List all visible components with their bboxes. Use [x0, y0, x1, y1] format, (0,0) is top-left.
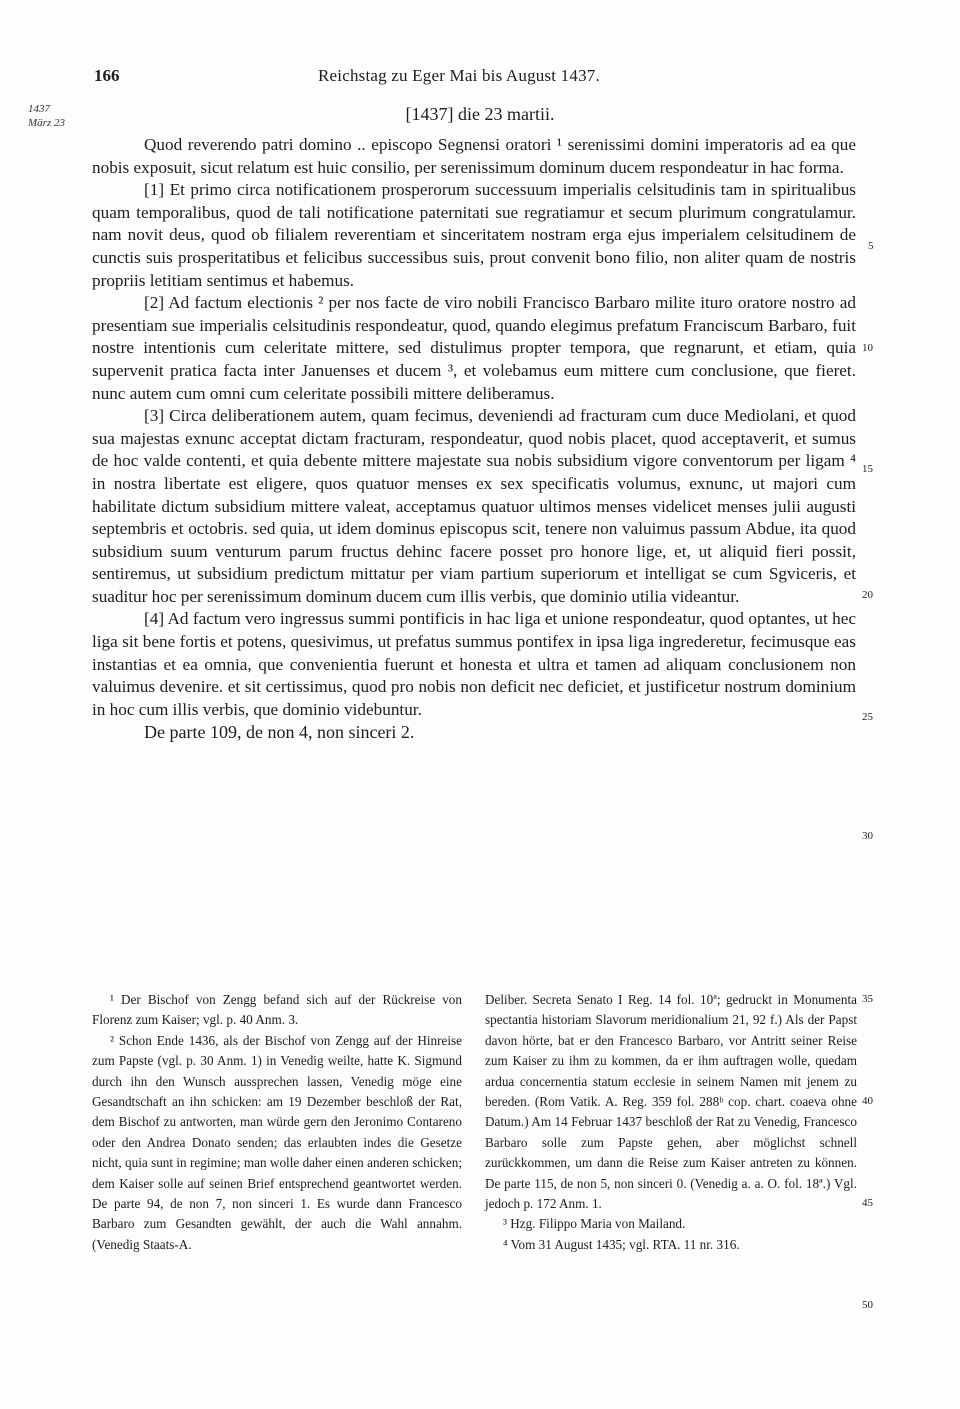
footnote-4: ⁴ Vom 31 August 1435; vgl. RTA. 11 nr. 316. — [503, 1236, 740, 1252]
line-number: 45 — [862, 1197, 873, 1209]
vote-tally: De parte 109, de non 4, non sinceri 2. — [144, 722, 415, 743]
footnotes-right-column — [485, 990, 857, 1255]
page-header — [90, 66, 870, 90]
main-text — [92, 134, 856, 744]
margin-date: März 23 — [28, 117, 65, 129]
footnote-2: ² Schon Ende 1436, als der Bischof von Zengg auf der Hinreise zum Papste (vgl. p. 30 Anm. 1) in Venedig weilte, hatte K. Sigmund durch ihn den Wunsch aussprechen lassen, Venedig möge eine Gesandtschaft an ihn schicken: am 19 Dezember beschloß der Rat, dem Bischof zu antworten, man würde gern den Jeronimo Contareno oder den Andrea Donato senden; das erlaubten indes die Gesetze nicht, quia sunt in regimine; man wolle daher einen anderen schicken; dem Kaiser solle auf seinen Brief entsprechend geantwortet werden. De parte 94, de non 7, non sinceri 1. Es wurde dann Francesco Barbaro zum Gesandten gewählt, der auch die Wahl annahm. (Venedig Staats-A. — [92, 1032, 462, 1252]
line-number: 15 — [862, 463, 873, 475]
line-number: 20 — [862, 589, 873, 601]
line-number: 10 — [862, 342, 873, 354]
paragraph-1: [1] Et primo circa notificationem prosperorum successuum imperialis celsitudinis tam in spiritualibus quam temporalibus, quod de tali notificatione paternitati sue regratiamur et secum plurimum congratulamur. nam novit deus, quod ob filialem reverentiam et sinceritatem nostram erga ejus imperialem celsitudinem de cunctis suis prosperitatibus et felicibus successibus suis, prout convenit bono filio, non aliter quam de nostris propriis letitiam sentimus et habemus. — [92, 180, 856, 290]
footnote-1: ¹ Der Bischof von Zengg befand sich auf der Rückreise von Florenz zum Kaiser; vgl. p. 40 Anm. 3. — [92, 992, 462, 1028]
line-number: 40 — [862, 1095, 873, 1107]
paragraph-2: [2] Ad factum electionis ² per nos facte de viro nobili Francisco Barbaro milite ituro oratore nostro ad presentiam sue imperialis celsitudinis respondeatur, quod, quando elegimus prefatum Franciscum Barbaro, fuit nostre intentionis cum celeritate mittere, sed distulimus propter tempora, que regnarunt, et etiam, quia supervenit pratica facta inter Januenses et ducem ³, et volebamus eum mittere cum conclusione, que fieret. nunc autem cum omni cum celeritate possibili mittere deliberamus. — [92, 293, 856, 403]
footnote-2-continued: Deliber. Secreta Senato I Reg. 14 fol. 10ª; gedruckt in Monumenta spectantia historiam Slavorum meridionalium 21, 92 f.) Als der Papst davon hörte, bat er den Francesco Barbaro, vor Antritt seiner Reise zum Kaiser zu ihm zu kommen, da er ihm auftragen wolle, quedam ardua concernentia statum ecclesie in seinem Namen mit jenem zu bereden. (Rom Vatik. A. Reg. 359 fol. 288ᵇ cop. chart. coaeva ohne Datum.) Am 14 Februar 1437 beschloß der Rat zu Venedig, Francesco Barbaro solle zum Papste gehen, aber möglichst schnell zurückkommen, um dann die Reise zum Kaiser antreten zu können. De parte 115, de non 5, non sinceri 0. (Venedig a. a. O. fol. 18ª.) Vgl. jedoch p. 172 Anm. 1. — [485, 992, 857, 1212]
document-date-heading: [1437] die 23 martii. — [405, 104, 555, 124]
paragraph-3: [3] Circa deliberationem autem, quam fecimus, deveniendi ad fracturam cum duce Mediolani, et quod sua majestas exnunc acceptat dictam fracturam, respondeatur, quod nobis placet, quod acceptaverit, et sumus de hoc valde contenti, et quia debente mittere majestate sua nobis subsidium vigore conventorum per ligam ⁴ in nostra libertate est eligere, quos quatuor menses ex sex specificatis volumus, exnunc, ut majori cum habilitate dictum subsidium mittere valeat, acceptamus quatuor ultimos menses videlicet menses julii augusti septembris et octobris. sed quia, ut idem dominus episcopus scit, tenere non valuimus passum Abdue, ita quod subsidium suum venturum parum fructus dehinc facere posset pro honore lige, et, ut aliquid fieri possit, sentiremus, ut subsidium predictum mittatur per viam partium superiorum et intelligat se cum Sgviceris, et suaditur hoc per serenissimum dominum ducem cum illis verbis, que dominio utilia videantur. — [92, 406, 856, 606]
running-title: Reichstag zu Eger Mai bis August 1437. — [318, 66, 600, 85]
margin-year: 1437 — [28, 103, 50, 115]
paragraph-intro: Quod reverendo patri domino .. episcopo Segnensi oratori ¹ serenissimi domini imperatoris ad ea que nobis exposuit, sicut relatum est huic consilio, per serenissimum dominum ducem respondeatur in hac forma. — [92, 135, 856, 177]
line-number: 25 — [862, 711, 873, 723]
line-number: 30 — [862, 830, 873, 842]
page-number: 166 — [94, 66, 120, 85]
paragraph-4: [4] Ad factum vero ingressus summi pontificis in hac liga et unione respondeatur, quod optantes, ut hec liga sit bene fortis et potens, quesivimus, ut prefatus summus pontifex in ipsa liga ingrederetur, fecimusque eas instantias et ea omnia, que convenientia fuerunt et honesta et ultra et tamen ad aliquam conclusionem non valuimus devenire. et sit certissimus, quod pro nobis non deficit nec deficiet, et justificetur nostrum dominium in hoc cum illis verbis, que dominio videbuntur. — [92, 609, 856, 719]
line-number: 5 — [868, 240, 874, 252]
line-number: 50 — [862, 1299, 873, 1311]
line-number: 35 — [862, 993, 873, 1005]
footnote-3: ³ Hzg. Filippo Maria von Mailand. — [503, 1216, 686, 1232]
footnotes-left-column — [92, 990, 462, 1255]
